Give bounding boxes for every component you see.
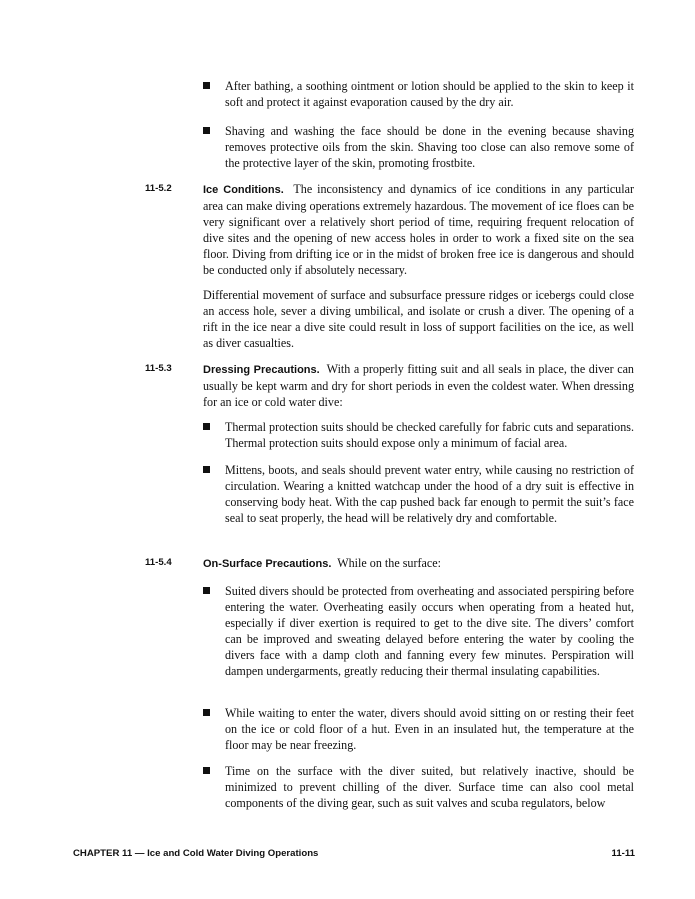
list-item: [203, 583, 634, 679]
section-number: 11-5.3: [145, 363, 172, 374]
section-number: 11-5.4: [145, 557, 172, 568]
bullet-square-icon: [203, 709, 210, 716]
bullet-square-icon: [203, 587, 210, 594]
section-text: The inconsistency and dynamics of ice conditions in any particular area can make diving operations extremely hazardous. The movement of ice floes can be very significant over a relatively short period of time, requiring frequent relocation of dive sites and the opening of new access holes in order to work a fixed site on the sea floor. Diving from drifting ice or in the midst of broken free ice is dangerous and should be conducted only if absolutely necessary.: [203, 182, 634, 277]
bullet-text: Suited divers should be protected from overheating and associated perspiring before entering the water. Overheating easily occurs when operating from a heated hut, especially if diver exertion is required to get to the dive site. The divers’ comfort can be improved and sweating delayed before entering the water by cooling the divers face with a damp cloth and fanning every few minutes. Perspiration will dampen undergarments, greatly reducing their thermal insulating capabilities.: [225, 584, 634, 678]
list-item: [203, 78, 634, 110]
bullet-text: Shaving and washing the face should be done in the evening because shaving removes protective oils from the skin. Shaving too close can also remove some of the protective layer of the skin, promoting frostbite.: [225, 124, 634, 170]
bullet-text: Time on the surface with the diver suited, but relatively inactive, should be minimized to prevent chilling of the diver. Surface time can also cool metal components of the diving gear, such as suit valves and scuba regulators, below: [225, 764, 634, 810]
section-ice-conditions: [203, 181, 634, 278]
section-on-surface-precautions: [203, 555, 634, 572]
bullet-square-icon: [203, 423, 210, 430]
list-item: [203, 763, 634, 811]
section-heading: Dressing Precautions.: [203, 364, 320, 376]
paragraph: Differential movement of surface and subsurface pressure ridges or icebergs could close an access hole, sever a diving umbilical, and isolate or crush a diver. The opening of a rift in the ice near a dive site could result in loss of support facilities on the ice, as well as diver casualties.: [203, 288, 634, 350]
list-item: [203, 123, 634, 171]
section-heading: On-Surface Precautions.: [203, 558, 332, 570]
bullet-text: Thermal protection suits should be checked carefully for fabric cuts and separations. Thermal protection suits should expose only a minimum of facial area.: [225, 420, 634, 450]
section-dressing-precautions: [203, 361, 634, 410]
bullet-text: After bathing, a soothing ointment or lotion should be applied to the skin to keep it soft and protect it against evaporation caused by the dry air.: [225, 79, 634, 109]
section-heading: Ice Conditions.: [203, 184, 284, 196]
bullet-square-icon: [203, 767, 210, 774]
bullet-square-icon: [203, 82, 210, 89]
footer-page-number: 11-11: [611, 848, 635, 859]
bullet-text: Mittens, boots, and seals should prevent water entry, while causing no restriction of circulation. Wearing a knitted watchcap under the hood of a dry suit is effective in conserving body heat. With the cap pushed back far enough to permit the suit’s face seal to seat properly, the head will be relatively dry and comfortable.: [225, 463, 634, 525]
section-text: With a properly fitting suit and all seals in place, the diver can usually be kept warm and dry for short periods in even the coldest water. When dressing for an ice or cold water dive:: [203, 362, 634, 409]
section-text: While on the surface:: [337, 556, 441, 570]
bullet-text: While waiting to enter the water, divers should avoid sitting on or resting their feet on the ice or cold floor of a hut. Even in an insulated hut, the temperature at the floor may be near freezing.: [225, 706, 634, 752]
list-item: [203, 705, 634, 753]
section-number: 11-5.2: [145, 183, 172, 194]
footer-chapter-title: CHAPTER 11 — Ice and Cold Water Diving Operations: [73, 848, 319, 859]
list-item: [203, 419, 634, 451]
bullet-square-icon: [203, 466, 210, 473]
list-item: [203, 462, 634, 526]
bullet-square-icon: [203, 127, 210, 134]
